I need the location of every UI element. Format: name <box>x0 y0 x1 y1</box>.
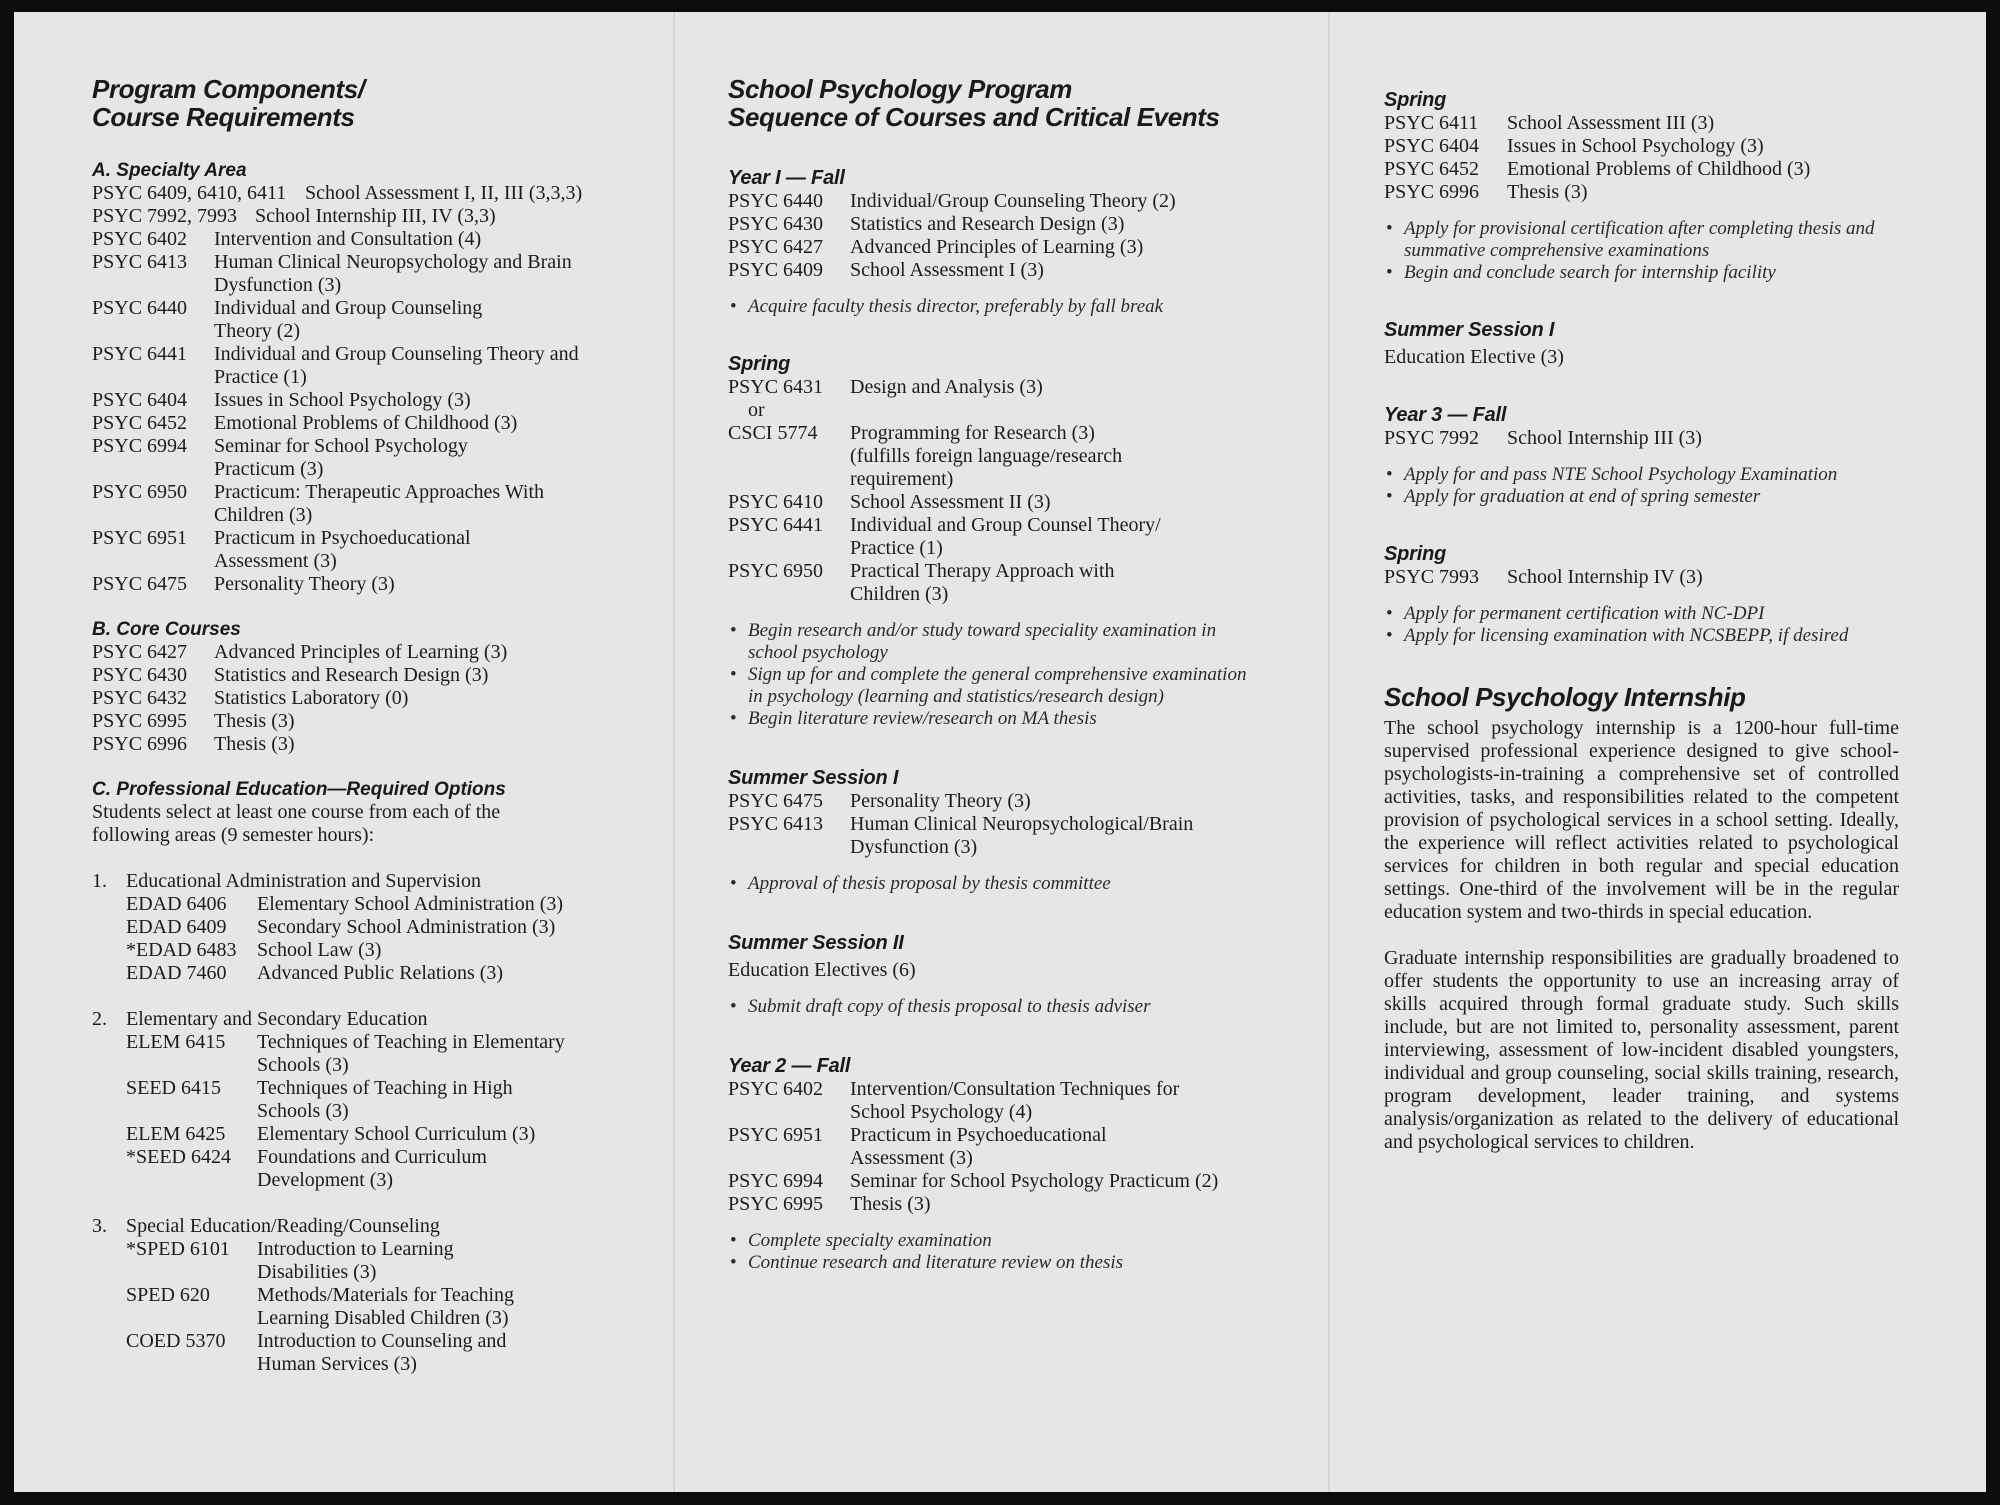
course-row: PSYC 6432 Statistics Laboratory (0) <box>92 687 409 709</box>
course-row: PSYC 6413 Human Clinical Neuropsychology and Brain Dysfunction (3) <box>92 251 572 296</box>
critical-events-list <box>728 873 1288 895</box>
area-number: 3. <box>92 1215 107 1237</box>
year1-spring-heading: Spring <box>728 353 791 375</box>
critical-event: • Apply for licensing examination with NCSBEPP, if desired <box>1384 625 1904 647</box>
critical-events-list <box>1384 464 1904 508</box>
year1-fall-heading: Year I — Fall <box>728 167 845 189</box>
course-row: *SEED 6424 Foundations and Curriculum Development (3) <box>126 1146 487 1191</box>
course-row: COED 5370 Introduction to Counseling and Human Services (3) <box>126 1330 507 1375</box>
course-row: PSYC 6994 Seminar for School Psychology Practicum (2) <box>728 1170 1219 1192</box>
course-row: EDAD 7460 Advanced Public Relations (3) <box>126 962 504 984</box>
course-row: PSYC 6431 Design and Analysis (3) <box>728 376 1043 398</box>
professional-education-heading: C. Professional Education—Required Options <box>92 779 506 800</box>
course-row: PSYC 6996 Thesis (3) <box>92 733 295 755</box>
course-row: PSYC 6475 Personality Theory (3) <box>92 573 395 595</box>
course-row: PSYC 6411 School Assessment III (3) <box>1384 112 1715 134</box>
summer1-section <box>728 766 1288 895</box>
internship-heading: School Psychology Internship <box>1384 682 1746 712</box>
critical-event: • Begin literature review/research on MA thesis <box>728 708 1248 730</box>
course-row: PSYC 6441 Individual and Group Counsel Theory/ Practice (1) <box>728 514 1161 559</box>
course-row: PSYC 6402 Intervention and Consultation (4) <box>92 228 482 250</box>
course-row: PSYC 6951 Practicum in Psychoeducational Assessment (3) <box>92 527 471 572</box>
course-row: *SPED 6101 Introduction to Learning Disabilities (3) <box>126 1238 454 1283</box>
course-row: PSYC 6950 Practical Therapy Approach with Children (3) <box>728 560 1115 605</box>
critical-event: • Begin and conclude search for internship facility <box>1384 262 1904 284</box>
fold-line-left <box>673 12 675 1492</box>
course-row: PSYC 6452 Emotional Problems of Childhood (3) <box>1384 158 1811 180</box>
program-components-title: Program Components/ Course Requirements <box>92 74 365 132</box>
year2-summer1-section <box>1384 318 1904 369</box>
course-row: PSYC 6404 Issues in School Psychology (3) <box>1384 135 1764 157</box>
year2-fall-section <box>728 1054 1288 1274</box>
area-block <box>92 1008 632 1192</box>
specialty-area-section <box>92 159 632 596</box>
critical-event: • Apply for graduation at end of spring semester <box>1384 486 1904 508</box>
critical-event: • Submit draft copy of thesis proposal to thesis adviser <box>728 996 1288 1018</box>
critical-events-list <box>1384 603 1904 647</box>
year3-fall-section <box>1384 403 1904 508</box>
area-name: Elementary and Secondary Education <box>126 1008 428 1030</box>
critical-event: • Acquire faculty thesis director, preferably by fall break <box>728 296 1288 318</box>
year2-summer1-heading: Summer Session I <box>1384 319 1555 341</box>
course-row: PSYC 6994 Seminar for School Psychology Practicum (3) <box>92 435 468 480</box>
course-row: PSYC 6427 Advanced Principles of Learning (3) <box>92 641 508 663</box>
summer2-text: Education Electives (6) <box>728 959 916 981</box>
critical-event: • Sign up for and complete the general comprehensive examination in psychology (learning and statistics/research design) <box>728 664 1248 708</box>
area-name: Special Education/Reading/Counseling <box>126 1215 440 1237</box>
course-row: PSYC 6995 Thesis (3) <box>92 710 295 732</box>
course-row: PSYC 6440 Individual and Group Counseling Theory (2) <box>92 297 483 342</box>
year2-spring-heading: Spring <box>1384 89 1447 111</box>
area-number: 1. <box>92 870 107 892</box>
course-row: PSYC 6430 Statistics and Research Design (3) <box>92 664 489 686</box>
summer2-section <box>728 931 1288 1018</box>
course-row: PSYC 6452 Emotional Problems of Childhood (3) <box>92 412 518 434</box>
summer2-heading: Summer Session II <box>728 932 904 954</box>
critical-event: • Begin research and/or study toward speciality examination in school psychology <box>728 620 1248 664</box>
summer1-text: Education Elective (3) <box>1384 346 1564 368</box>
area-number: 2. <box>92 1008 107 1030</box>
specialty-area-heading: A. Specialty Area <box>92 160 247 181</box>
year3-spring-heading: Spring <box>1384 543 1447 565</box>
course-row: PSYC 6409 School Assessment I (3) <box>728 259 1044 281</box>
course-row: PSYC 6996 Thesis (3) <box>1384 181 1588 203</box>
course-row: ELEM 6425 Elementary School Curriculum (3) <box>126 1123 536 1145</box>
course-row: PSYC 6413 Human Clinical Neuropsychological/Brain Dysfunction (3) <box>728 813 1194 858</box>
year2-spring-section <box>1384 88 1904 284</box>
course-row: PSYC 6430 Statistics and Research Design (3) <box>728 213 1125 235</box>
year2-fall-heading: Year 2 — Fall <box>728 1055 851 1077</box>
course-row: PSYC 7992 School Internship III (3) <box>1384 427 1702 449</box>
course-row: SEED 6415 Techniques of Teaching in High Schools (3) <box>126 1077 513 1122</box>
column-program-components <box>92 75 632 1376</box>
course-row: PSYC 6410 School Assessment II (3) <box>728 491 1051 513</box>
critical-event: • Complete specialty examination <box>728 1230 1288 1252</box>
core-courses-heading: B. Core Courses <box>92 619 241 640</box>
or-label: or <box>748 399 765 421</box>
course-row: PSYC 6409, 6410, 6411 School Assessment I, II, III (3,3,3) <box>92 182 583 204</box>
internship-paragraph-2: Graduate internship responsibilities are gradually broadened to offer students the opportunity to use an increasing array of skills acquired through formal graduate study. Such skills include, but are not limited to, personality assessment, parent interviewing, assessment of low-incident disabled youngsters, individual and group counseling, social skills training, research, program development, leader training, and systems analysis/organization as related to the delivery of educational and psychological services to children. <box>1384 947 1899 1153</box>
year1-spring-section <box>728 352 1288 730</box>
critical-event: • Continue research and literature review on thesis <box>728 1252 1288 1274</box>
course-row: EDAD 6406 Elementary School Administration (3) <box>126 893 564 915</box>
year3-spring-section <box>1384 542 1904 647</box>
course-row: PSYC 6950 Practicum: Therapeutic Approaches With Children (3) <box>92 481 545 526</box>
area-block <box>92 1215 632 1376</box>
summer1-heading: Summer Session I <box>728 767 899 789</box>
course-row: PSYC 7992, 7993 School Internship III, IV (3,3) <box>92 205 496 227</box>
course-row: PSYC 6995 Thesis (3) <box>728 1193 931 1215</box>
critical-events-list <box>1384 218 1904 284</box>
course-row: PSYC 7993 School Internship IV (3) <box>1384 566 1703 588</box>
critical-event: • Apply for permanent certification with NC-DPI <box>1384 603 1904 625</box>
course-row: CSCI 5774 Programming for Research (3) (fulfills foreign language/research requirement) <box>728 422 1288 491</box>
course-note: (fulfills foreign language/research requirement) <box>850 445 1123 490</box>
professional-education-section <box>92 778 632 1376</box>
internship-paragraph-1: The school psychology internship is a 1200-hour full-time supervised professional experience designed to give school-psychologists-in-training a comprehensive set of controlled activities, tasks, and responsibilities related to the competent provision of psychological services in a school setting. Ideally, the experience will reflect activities related to psychological services for children in both regular and special education settings. One-third of the involvement will be in the regular education system and two-thirds in special education. <box>1384 717 1899 923</box>
internship-section <box>1384 683 1904 1154</box>
critical-events-list <box>728 296 1288 318</box>
year1-fall-section <box>728 166 1288 318</box>
course-row: *EDAD 6483 School Law (3) <box>126 939 382 961</box>
course-row: PSYC 6441 Individual and Group Counseling Theory and Practice (1) <box>92 343 579 388</box>
core-courses-section <box>92 618 632 756</box>
sequence-title: School Psychology Program Sequence of Courses and Critical Events <box>728 74 1220 132</box>
critical-events-list <box>728 620 1248 730</box>
course-row: PSYC 6440 Individual/Group Counseling Theory (2) <box>728 190 1176 212</box>
column-sequence <box>728 75 1288 1274</box>
course-row: PSYC 6402 Intervention/Consultation Techniques for School Psychology (4) <box>728 1078 1180 1123</box>
course-row: PSYC 6475 Personality Theory (3) <box>728 790 1031 812</box>
critical-events-list <box>728 1230 1288 1274</box>
professional-education-intro: Students select at least one course from each of the following areas (9 semester hours): <box>92 801 501 846</box>
course-row: ELEM 6415 Techniques of Teaching in Elementary Schools (3) <box>126 1031 565 1076</box>
critical-events-list <box>728 996 1288 1018</box>
course-row: EDAD 6409 Secondary School Administration (3) <box>126 916 556 938</box>
critical-event: • Apply for provisional certification after completing thesis and summative comprehensive examinations <box>1384 218 1904 262</box>
critical-event: • Approval of thesis proposal by thesis committee <box>728 873 1288 895</box>
area-name: Educational Administration and Supervision <box>126 870 481 892</box>
course-row: PSYC 6951 Practicum in Psychoeducational Assessment (3) <box>728 1124 1107 1169</box>
area-block <box>92 870 632 985</box>
fold-line-right <box>1328 12 1330 1492</box>
course-row: SPED 620 Methods/Materials for Teaching Learning Disabled Children (3) <box>126 1284 515 1329</box>
course-row: PSYC 6427 Advanced Principles of Learning (3) <box>728 236 1144 258</box>
critical-event: • Apply for and pass NTE School Psychology Examination <box>1384 464 1904 486</box>
year3-fall-heading: Year 3 — Fall <box>1384 404 1507 426</box>
column-sequence-continued <box>1384 88 1904 1154</box>
course-row: PSYC 6404 Issues in School Psychology (3) <box>92 389 471 411</box>
